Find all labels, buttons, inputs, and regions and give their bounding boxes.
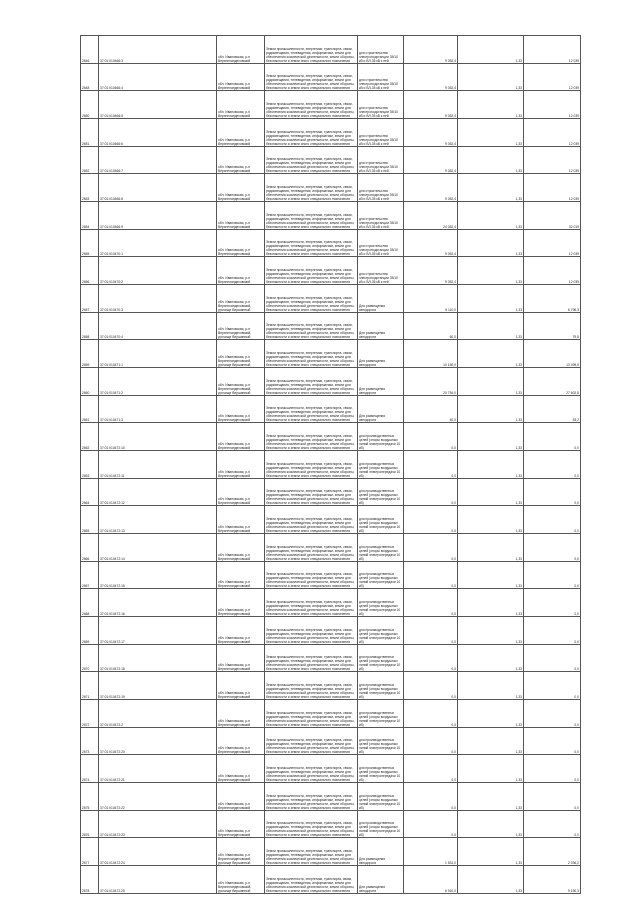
cadastral-value-cell: 12 039	[524, 229, 581, 257]
row-number-cell: 2669	[81, 617, 99, 645]
specific-value-cell: 1,33	[458, 506, 524, 534]
specific-value-cell: 1,33	[458, 285, 524, 313]
table-row	[81, 229, 581, 257]
permitted-use-cell: для производственных целей (опоры воздушных линий электропередачи 10 кВ)	[358, 727, 404, 755]
permitted-use-cell: для производственных целей (опоры воздушных линий электропередачи 10 кВ)	[358, 644, 404, 672]
cadastral-value-cell: 0,0	[524, 700, 581, 728]
cadastral-value-cell: 0,0	[524, 423, 581, 451]
address-cell: обл. Ивановская, р-н Верхнеландеховский	[217, 617, 265, 645]
area-cell: 9 052,4	[404, 174, 458, 202]
land-category-cell: Земли промышленности, энергетики, транспорта, связи, радиовещания, телевидения, информатики, земли для обеспечения космической деятельности, земли обороны, безопасности и земли иного специального назначения	[265, 700, 358, 728]
specific-value-cell: 1,33	[458, 368, 524, 396]
table-row	[81, 340, 581, 368]
row-number-cell: 2668	[81, 589, 99, 617]
specific-value-cell: 1,33	[458, 257, 524, 285]
address-cell: обл. Ивановская, р-н Верхнеландеховский	[217, 534, 265, 562]
cadastral-value-cell: 27 602,8	[524, 368, 581, 396]
permitted-use-cell: для строительства электроподстанции 35/10 кВ и ВЛ-35 кВ к ней	[358, 146, 404, 174]
land-category-cell: Земли промышленности, энергетики, транспорта, связи, радиовещания, телевидения, информатики, земли для обеспечения космической деятельности, земли обороны, безопасности и земли иного специального назначения	[265, 63, 358, 91]
specific-value-cell: 1,33	[458, 589, 524, 617]
table-row	[81, 755, 581, 783]
land-category-cell: Земли промышленности, энергетики, транспорта, связи, радиовещания, телевидения, информатики, земли для обеспечения космической деятельности, земли обороны, безопасности и земли иного специального назначения	[265, 423, 358, 451]
cadastral-value-cell: 0,0	[524, 506, 581, 534]
area-cell: 0,0	[404, 755, 458, 783]
area-cell: 0,0	[404, 672, 458, 700]
address-cell: обл. Ивановская, р-н Верхнеландеховский, урочище Вершинный	[217, 838, 265, 866]
address-cell: обл. Ивановская, р-н Верхнеландеховский	[217, 644, 265, 672]
address-cell: обл. Ивановская, р-н Верхнеландеховский, урочище Вершинный	[217, 866, 265, 894]
row-number-cell: 2657	[81, 285, 99, 313]
permitted-use-cell: для производственных целей (опоры воздушных линий электропередачи 10 кВ)	[358, 700, 404, 728]
specific-value-cell: 1,33	[458, 700, 524, 728]
address-cell: обл. Ивановская, р-н Верхнеландеховский	[217, 146, 265, 174]
row-number-cell: 2663	[81, 451, 99, 479]
cadastral-number-cell: 37:01:010472:13	[99, 506, 217, 534]
specific-value-cell: 1,33	[458, 561, 524, 589]
cadastral-value-cell: 12 039	[524, 119, 581, 147]
land-category-cell: Земли промышленности, энергетики, транспорта, связи, радиовещания, телевидения, информатики, земли для обеспечения космической деятельности, земли обороны, безопасности и земли иного специального назначения	[265, 617, 358, 645]
table-row	[81, 478, 581, 506]
permitted-use-cell: Для размещения автодороги	[358, 395, 404, 423]
permitted-use-cell: для производственных целей (опоры воздушных линий электропередачи 10 кВ)	[358, 783, 404, 811]
land-category-cell: Земли промышленности, энергетики, транспорта, связи, радиовещания, телевидения, информатики, земли для обеспечения космической деятельности, земли обороны, безопасности и земли иного специального назначения	[265, 202, 358, 230]
specific-value-cell: 1,33	[458, 534, 524, 562]
table-row	[81, 783, 581, 811]
land-category-cell: Земли промышленности, энергетики, транспорта, связи, радиовещания, телевидения, информатики, земли для обеспечения космической деятельности, земли обороны, безопасности и земли иного специального назначения	[265, 368, 358, 396]
row-number-cell: 2670	[81, 644, 99, 672]
row-number-cell: 2666	[81, 534, 99, 562]
row-number-cell: 2653	[81, 174, 99, 202]
address-cell: обл. Ивановская, р-н Верхнеландеховский	[217, 423, 265, 451]
row-number-cell: 2650	[81, 91, 99, 119]
cadastral-value-cell: 0,0	[524, 589, 581, 617]
row-number-cell: 2673	[81, 727, 99, 755]
area-cell: 0,0	[404, 727, 458, 755]
cadastral-number-cell: 37:01:010472:16	[99, 589, 217, 617]
address-cell: обл. Ивановская, р-н Верхнеландеховский, урочище Вершинный	[217, 312, 265, 340]
area-cell: 0,0	[404, 700, 458, 728]
land-category-cell: Земли промышленности, энергетики, транспорта, связи, радиовещания, телевидения, информатики, земли для обеспечения космической деятельности, земли обороны, безопасности и земли иного специального назначения	[265, 395, 358, 423]
table-row	[81, 312, 581, 340]
land-category-cell: Земли промышленности, энергетики, транспорта, связи, радиовещания, телевидения, информатики, земли для обеспечения космической деятельности, земли обороны, безопасности и земли иного специального назначения	[265, 644, 358, 672]
table-row	[81, 506, 581, 534]
cadastral-value-cell: 0,0	[524, 534, 581, 562]
permitted-use-cell: для производственных целей (опоры воздушных линий электропередачи 10 кВ)	[358, 506, 404, 534]
specific-value-cell: 1,33	[458, 617, 524, 645]
table-row	[81, 866, 581, 894]
cadastral-number-cell: 37:01:010472:2	[99, 700, 217, 728]
table-row	[81, 202, 581, 230]
address-cell: обл. Ивановская, р-н Верхнеландеховский, урочище Вершинный	[217, 368, 265, 396]
permitted-use-cell: для производственных целей (опоры воздушных линий электропередачи 10 кВ)	[358, 672, 404, 700]
address-cell: обл. Ивановская, р-н Верхнеландеховский, урочище Вершинный	[217, 340, 265, 368]
address-cell: обл. Ивановская, р-н Верхнеландеховский	[217, 700, 265, 728]
permitted-use-cell: для производственных целей (опоры воздушных линий электропередачи 10 кВ)	[358, 810, 404, 838]
permitted-use-cell: Для размещения автодороги	[358, 312, 404, 340]
permitted-use-cell: Для размещения автодороги	[358, 368, 404, 396]
cadastral-value-cell: 12 039	[524, 63, 581, 91]
cadastral-value-cell: 0,0	[524, 478, 581, 506]
specific-value-cell: 1,33	[458, 146, 524, 174]
land-category-cell: Земли промышленности, энергетики, транспорта, связи, радиовещания, телевидения, информатики, земли для обеспечения космической деятельности, земли обороны, безопасности и земли иного специального назначения	[265, 340, 358, 368]
cadastral-number-cell: 37:01:010466:5	[99, 91, 217, 119]
cadastral-value-cell: 0,0	[524, 810, 581, 838]
row-number-cell: 2678	[81, 866, 99, 894]
cadastral-value-cell: 53,2	[524, 395, 581, 423]
permitted-use-cell: для производственных целей (опоры воздушных линий электропередачи 10 кВ)	[358, 451, 404, 479]
land-category-cell: Земли промышленности, энергетики, транспорта, связи, радиовещания, телевидения, информатики, земли для обеспечения космической деятельности, земли обороны, безопасности и земли иного специального назначения	[265, 727, 358, 755]
permitted-use-cell: для строительства электроподстанции 35/10 кВ и ВЛ-35 кВ к ней	[358, 119, 404, 147]
address-cell: обл. Ивановская, р-н Верхнеландеховский	[217, 174, 265, 202]
area-cell: 0,0	[404, 561, 458, 589]
specific-value-cell: 1,33	[458, 644, 524, 672]
table-row	[81, 174, 581, 202]
area-cell: 60,0	[404, 312, 458, 340]
specific-value-cell: 1,33	[458, 423, 524, 451]
permitted-use-cell: Для размещения автодороги	[358, 838, 404, 866]
table-row	[81, 36, 581, 64]
cadastral-number-cell: 37:01:010472:22	[99, 783, 217, 811]
row-number-cell: 2676	[81, 810, 99, 838]
permitted-use-cell: для производственных целей (опоры воздушных линий электропередачи 10 кВ)	[358, 561, 404, 589]
permitted-use-cell: Для размещения автодороги	[358, 866, 404, 894]
specific-value-cell: 1,33	[458, 810, 524, 838]
specific-value-cell: 1,33	[458, 63, 524, 91]
row-number-cell: 2655	[81, 229, 99, 257]
specific-value-cell: 1,33	[458, 119, 524, 147]
cadastral-number-cell: 37:01:010471:2	[99, 368, 217, 396]
area-cell: 40,0	[404, 395, 458, 423]
table-row	[81, 561, 581, 589]
table-row	[81, 91, 581, 119]
table-row	[81, 672, 581, 700]
specific-value-cell: 1,33	[458, 229, 524, 257]
cadastral-number-cell: 37:01:010472:17	[99, 617, 217, 645]
address-cell: обл. Ивановская, р-н Верхнеландеховский	[217, 672, 265, 700]
land-category-cell: Земли промышленности, энергетики, транспорта, связи, радиовещания, телевидения, информатики, земли для обеспечения космической деятельности, земли обороны, безопасности и земли иного специального назначения	[265, 478, 358, 506]
specific-value-cell: 1,33	[458, 395, 524, 423]
land-category-cell: Земли промышленности, энергетики, транспорта, связи, радиовещания, телевидения, информатики, земли для обеспечения космической деятельности, земли обороны, безопасности и земли иного специального назначения	[265, 810, 358, 838]
row-number-cell: 2667	[81, 561, 99, 589]
table-row	[81, 395, 581, 423]
area-cell: 0,0	[404, 810, 458, 838]
cadastral-number-cell: 37:01:010472:23	[99, 810, 217, 838]
cadastral-number-cell: 37:01:010472:20	[99, 727, 217, 755]
row-number-cell: 2661	[81, 395, 99, 423]
land-category-cell: Земли промышленности, энергетики, транспорта, связи, радиовещания, телевидения, информатики, земли для обеспечения космической деятельности, земли обороны, безопасности и земли иного специального назначения	[265, 257, 358, 285]
cadastral-number-cell: 37:01:010470:4	[99, 312, 217, 340]
cadastral-value-table	[80, 35, 581, 894]
cadastral-number-cell: 37:01:010470:1	[99, 229, 217, 257]
area-cell: 0,0	[404, 451, 458, 479]
address-cell: обл. Ивановская, р-н Верхнеландеховский	[217, 506, 265, 534]
cadastral-value-cell: 79,8	[524, 312, 581, 340]
table-row	[81, 589, 581, 617]
cadastral-value-cell: 0,0	[524, 755, 581, 783]
land-category-cell: Земли промышленности, энергетики, транспорта, связи, радиовещания, телевидения, информатики, земли для обеспечения космической деятельности, земли обороны, безопасности и земли иного специального назначения	[265, 174, 358, 202]
area-cell: 9 052,4	[404, 91, 458, 119]
row-number-cell: 2665	[81, 506, 99, 534]
row-number-cell: 2671	[81, 672, 99, 700]
area-cell: 9 052,4	[404, 63, 458, 91]
address-cell: обл. Ивановская, р-н Верхнеландеховский	[217, 257, 265, 285]
area-cell: 0,0	[404, 783, 458, 811]
table-row	[81, 423, 581, 451]
cadastral-value-cell: 0,0	[524, 783, 581, 811]
land-category-cell: Земли промышленности, энергетики, транспорта, связи, радиовещания, телевидения, информатики, земли для обеспечения космической деятельности, земли обороны, безопасности и земли иного специального назначения	[265, 229, 358, 257]
cadastral-number-cell: 37:01:010466:9	[99, 202, 217, 230]
address-cell: обл. Ивановская, р-н Верхнеландеховский	[217, 755, 265, 783]
land-category-cell: Земли промышленности, энергетики, транспорта, связи, радиовещания, телевидения, информатики, земли для обеспечения космической деятельности, земли обороны, безопасности и земли иного специального назначения	[265, 312, 358, 340]
land-category-cell: Земли промышленности, энергетики, транспорта, связи, радиовещания, телевидения, информатики, земли для обеспечения космической деятельности, земли обороны, безопасности и земли иного специального назначения	[265, 146, 358, 174]
land-category-cell: Земли промышленности, энергетики, транспорта, связи, радиовещания, телевидения, информатики, земли для обеспечения космической деятельности, земли обороны, безопасности и земли иного специального назначения	[265, 285, 358, 313]
row-number-cell: 2658	[81, 312, 99, 340]
cadastral-number-cell: 37:01:010472:12	[99, 478, 217, 506]
cadastral-number-cell: 37:01:010472:24	[99, 838, 217, 866]
area-cell: 0,0	[404, 423, 458, 451]
specific-value-cell: 1,33	[458, 174, 524, 202]
specific-value-cell: 1,33	[458, 36, 524, 64]
cadastral-number-cell: 37:01:010472:15	[99, 561, 217, 589]
cadastral-number-cell: 37:01:010466:8	[99, 174, 217, 202]
table-row	[81, 119, 581, 147]
table-row	[81, 63, 581, 91]
row-number-cell: 2672	[81, 700, 99, 728]
row-number-cell: 2674	[81, 755, 99, 783]
address-cell: обл. Ивановская, р-н Верхнеландеховский	[217, 229, 265, 257]
area-cell: 0,0	[404, 617, 458, 645]
table-row	[81, 700, 581, 728]
address-cell: обл. Ивановская, р-н Верхнеландеховский	[217, 202, 265, 230]
cadastral-value-cell: 0,0	[524, 617, 581, 645]
address-cell: обл. Ивановская, р-н Верхнеландеховский	[217, 91, 265, 119]
cadastral-number-cell: 37:01:010470:2	[99, 257, 217, 285]
table-row	[81, 644, 581, 672]
permitted-use-cell: для производственных целей (опоры воздушных линий электропередачи 10 кВ)	[358, 617, 404, 645]
permitted-use-cell: Для размещения автодороги	[358, 340, 404, 368]
cadastral-number-cell: 37:01:010472:21	[99, 755, 217, 783]
row-number-cell: 2646	[81, 36, 99, 64]
cadastral-value-cell: 9 190,3	[524, 866, 581, 894]
specific-value-cell: 1,33	[458, 672, 524, 700]
permitted-use-cell: для производственных целей (опоры воздушных линий электропередачи 10 кВ)	[358, 478, 404, 506]
cadastral-value-cell: 12 039	[524, 174, 581, 202]
cadastral-value-cell: 0,0	[524, 727, 581, 755]
area-cell: 10 150,0	[404, 340, 458, 368]
row-number-cell: 2659	[81, 340, 99, 368]
cadastral-value-cell: 12 039	[524, 91, 581, 119]
area-cell: 9 052,4	[404, 257, 458, 285]
specific-value-cell: 1,33	[458, 755, 524, 783]
table-row	[81, 838, 581, 866]
permitted-use-cell: для производственных целей (опоры воздушных линий электропередачи 10 кВ)	[358, 534, 404, 562]
cadastral-number-cell: 37:01:010471:3	[99, 395, 217, 423]
land-category-cell: Земли промышленности, энергетики, транспорта, связи, радиовещания, телевидения, информатики, земли для обеспечения космической деятельности, земли обороны, безопасности и земли иного специального назначения	[265, 672, 358, 700]
cadastral-value-cell: 0,0	[524, 451, 581, 479]
specific-value-cell: 1,33	[458, 340, 524, 368]
cadastral-number-cell: 37:01:010466:6	[99, 119, 217, 147]
cadastral-number-cell: 37:01:010466:3	[99, 36, 217, 64]
row-number-cell: 2664	[81, 478, 99, 506]
cadastral-number-cell: 37:01:010472:11	[99, 451, 217, 479]
area-cell: 9 052,4	[404, 119, 458, 147]
address-cell: обл. Ивановская, р-н Верхнеландеховский	[217, 561, 265, 589]
table-row	[81, 534, 581, 562]
table-row	[81, 727, 581, 755]
area-cell: 5 110,0	[404, 285, 458, 313]
area-cell: 9 052,4	[404, 146, 458, 174]
cadastral-value-cell: 6 796,3	[524, 285, 581, 313]
land-category-cell: Земли промышленности, энергетики, транспорта, связи, радиовещания, телевидения, информатики, земли для обеспечения космической деятельности, земли обороны, безопасности и земли иного специального назначения	[265, 589, 358, 617]
area-cell: 1 531,0	[404, 838, 458, 866]
area-cell: 20 754,0	[404, 368, 458, 396]
table-row	[81, 451, 581, 479]
address-cell: обл. Ивановская, р-н Верхнеландеховский	[217, 727, 265, 755]
specific-value-cell: 1,33	[458, 312, 524, 340]
cadastral-number-cell: 37:01:010470:3	[99, 285, 217, 313]
address-cell: обл. Ивановская, р-н Верхнеландеховский	[217, 63, 265, 91]
address-cell: обл. Ивановская, р-н Верхнеландеховский	[217, 810, 265, 838]
table-row	[81, 810, 581, 838]
area-cell: 0,0	[404, 589, 458, 617]
specific-value-cell: 1,33	[458, 202, 524, 230]
cadastral-value-cell: 12 039	[524, 36, 581, 64]
permitted-use-cell: для строительства электроподстанции 35/10 кВ и ВЛ-35 кВ к ней	[358, 202, 404, 230]
land-category-cell: Земли промышленности, энергетики, транспорта, связи, радиовещания, телевидения, информатики, земли для обеспечения космической деятельности, земли обороны, безопасности и земли иного специального назначения	[265, 36, 358, 64]
land-category-cell: Земли промышленности, энергетики, транспорта, связи, радиовещания, телевидения, информатики, земли для обеспечения космической деятельности, земли обороны, безопасности и земли иного специального назначения	[265, 119, 358, 147]
cadastral-value-cell: 0,0	[524, 561, 581, 589]
address-cell: обл. Ивановская, р-н Верхнеландеховский	[217, 783, 265, 811]
permitted-use-cell: Для размещения автодороги	[358, 285, 404, 313]
row-number-cell: 2677	[81, 838, 99, 866]
cadastral-number-cell: 37:01:010472:25	[99, 866, 217, 894]
row-number-cell: 2652	[81, 146, 99, 174]
area-cell: 0,0	[404, 534, 458, 562]
permitted-use-cell: для строительства электроподстанции 35/10 кВ и ВЛ-35 кВ к ней	[358, 257, 404, 285]
cadastral-value-cell: 32 019	[524, 202, 581, 230]
cadastral-value-cell: 0,0	[524, 644, 581, 672]
area-cell: 0,0	[404, 478, 458, 506]
address-cell: обл. Ивановская, р-н Верхнеландеховский	[217, 589, 265, 617]
specific-value-cell: 1,33	[458, 91, 524, 119]
permitted-use-cell: для строительства электроподстанции 35/10 кВ и ВЛ-35 кВ к ней	[358, 36, 404, 64]
cadastral-value-cell: 13 499,5	[524, 340, 581, 368]
permitted-use-cell: для строительства электроподстанции 35/10 кВ и ВЛ-35 кВ к ней	[358, 91, 404, 119]
permitted-use-cell: для строительства электроподстанции 35/10 кВ и ВЛ-35 кВ к ней	[358, 63, 404, 91]
specific-value-cell: 1,33	[458, 727, 524, 755]
permitted-use-cell: для производственных целей (опоры воздушных линий электропередачи 10 кВ)	[358, 423, 404, 451]
area-cell: 6 910,0	[404, 866, 458, 894]
cadastral-number-cell: 37:01:010472:18	[99, 644, 217, 672]
cadastral-number-cell: 37:01:010466:7	[99, 146, 217, 174]
cadastral-number-cell: 37:01:010471:1	[99, 340, 217, 368]
permitted-use-cell: для производственных целей (опоры воздушных линий электропередачи 10 кВ)	[358, 589, 404, 617]
land-category-cell: Земли промышленности, энергетики, транспорта, связи, радиовещания, телевидения, информатики, земли для обеспечения космической деятельности, земли обороны, безопасности и земли иного специального назначения	[265, 506, 358, 534]
specific-value-cell: 1,33	[458, 478, 524, 506]
cadastral-value-cell: 12 039	[524, 257, 581, 285]
row-number-cell: 2654	[81, 202, 99, 230]
row-number-cell: 2675	[81, 783, 99, 811]
land-category-cell: Земли промышленности, энергетики, транспорта, связи, радиовещания, телевидения, информатики, земли для обеспечения космической деятельности, земли обороны, безопасности и земли иного специального назначения	[265, 783, 358, 811]
row-number-cell: 2662	[81, 423, 99, 451]
land-category-cell: Земли промышленности, энергетики, транспорта, связи, радиовещания, телевидения, информатики, земли для обеспечения космической деятельности, земли обороны, безопасности и земли иного специального назначения	[265, 91, 358, 119]
area-cell: 9 052,4	[404, 36, 458, 64]
land-category-cell: Земли промышленности, энергетики, транспорта, связи, радиовещания, телевидения, информатики, земли для обеспечения космической деятельности, земли обороны, безопасности и земли иного специального назначения	[265, 838, 358, 866]
land-category-cell: Земли промышленности, энергетики, транспорта, связи, радиовещания, телевидения, информатики, земли для обеспечения космической деятельности, земли обороны, безопасности и земли иного специального назначения	[265, 561, 358, 589]
row-number-cell: 2660	[81, 368, 99, 396]
table-row	[81, 617, 581, 645]
cadastral-value-cell: 2 036,2	[524, 838, 581, 866]
land-category-cell: Земли промышленности, энергетики, транспорта, связи, радиовещания, телевидения, информатики, земли для обеспечения космической деятельности, земли обороны, безопасности и земли иного специального назначения	[265, 534, 358, 562]
area-cell: 24 052,4	[404, 202, 458, 230]
specific-value-cell: 1,33	[458, 838, 524, 866]
row-number-cell: 2651	[81, 119, 99, 147]
row-number-cell: 2648	[81, 63, 99, 91]
permitted-use-cell: для строительства электроподстанции 35/10 кВ и ВЛ-35 кВ к ней	[358, 229, 404, 257]
table-row	[81, 368, 581, 396]
cadastral-number-cell: 37:01:010472:10	[99, 423, 217, 451]
area-cell: 0,0	[404, 506, 458, 534]
cadastral-number-cell: 37:01:010472:19	[99, 672, 217, 700]
cadastral-value-cell: 12 039	[524, 146, 581, 174]
table-row	[81, 285, 581, 313]
cadastral-number-cell: 37:01:010466:4	[99, 63, 217, 91]
address-cell: обл. Ивановская, р-н Верхнеландеховский	[217, 451, 265, 479]
address-cell: обл. Ивановская, р-н Верхнеландеховский	[217, 395, 265, 423]
specific-value-cell: 1,33	[458, 866, 524, 894]
land-category-cell: Земли промышленности, энергетики, транспорта, связи, радиовещания, телевидения, информатики, земли для обеспечения космической деятельности, земли обороны, безопасности и земли иного специального назначения	[265, 755, 358, 783]
cadastral-number-cell: 37:01:010472:14	[99, 534, 217, 562]
address-cell: обл. Ивановская, р-н Верхнеландеховский, урочище Вершинный	[217, 285, 265, 313]
address-cell: обл. Ивановская, р-н Верхнеландеховский	[217, 36, 265, 64]
table-row	[81, 146, 581, 174]
table-row	[81, 257, 581, 285]
permitted-use-cell: для строительства электроподстанции 35/10 кВ и ВЛ-35 кВ к ней	[358, 174, 404, 202]
area-cell: 0,0	[404, 644, 458, 672]
row-number-cell: 2656	[81, 257, 99, 285]
land-category-cell: Земли промышленности, энергетики, транспорta, связи, радиовещания, телевидения, информатики, земли для обеспечения космической деятельности, земли обороны, безопасности и земли иного специального назначения	[265, 866, 358, 894]
permitted-use-cell: для производственных целей (опоры воздушных линий электропередачи 10 кВ)	[358, 755, 404, 783]
specific-value-cell: 1,33	[458, 783, 524, 811]
specific-value-cell: 1,33	[458, 451, 524, 479]
cadastral-value-cell: 0,0	[524, 672, 581, 700]
area-cell: 9 052,4	[404, 229, 458, 257]
land-category-cell: Земли промышленности, энергетики, транспорта, связи, радиовещания, телевидения, информатики, земли для обеспечения космической деятельности, земли обороны, безопасности и земли иного специального назначения	[265, 451, 358, 479]
address-cell: обл. Ивановская, р-н Верхнеландеховский	[217, 119, 265, 147]
address-cell: обл. Ивановская, р-н Верхнеландеховский	[217, 478, 265, 506]
